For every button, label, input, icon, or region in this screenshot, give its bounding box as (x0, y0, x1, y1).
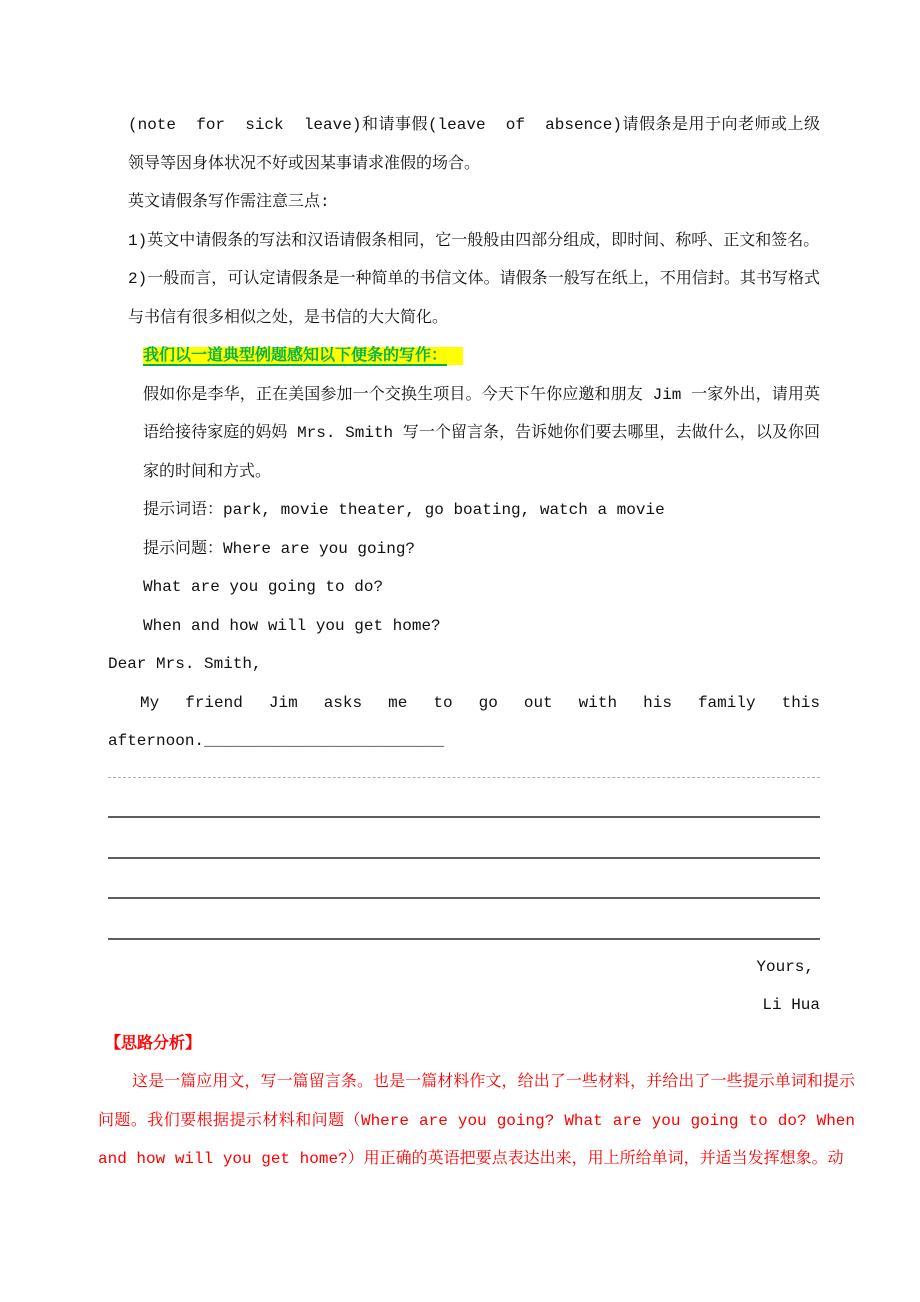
note-continuation-row (108, 722, 820, 761)
answer-line[interactable] (108, 818, 820, 859)
hint-words-line: 提示词语：park, movie theater, go boating, watch a movie (143, 501, 665, 519)
note-closing: Yours, (756, 957, 814, 976)
hint-question-line-3: When and how will you get home? (143, 616, 441, 635)
answer-line[interactable] (108, 899, 820, 940)
note-opening-line: My friend Jim asks me to go out with his family this (140, 693, 820, 712)
note-continuation-word: afternoon. (108, 732, 205, 750)
paragraph-task-prompt: 假如你是李华，正在美国参加一个交换生项目。今天下午你应邀和朋友 Jim 一家外出，请用英语给接待家庭的妈妈 Mrs. Smith 写一个留言条，告诉她你们要去哪里，去做什么，以及你回家的时间和方式。 (143, 385, 820, 481)
answer-line[interactable] (108, 859, 820, 900)
paragraph-intro: (note for sick leave)和请事假(leave of absence)请假条是用于向老师或上级领导等因身体状况不好或因某事请求准假的场合。 (128, 116, 820, 173)
analysis-heading: 【思路分析】 (105, 1034, 202, 1053)
paragraph-point-1: 1)英文中请假条的写法和汉语请假条相同，它一般般由四部分组成，即时间、称呼、正文和签名。 (128, 231, 820, 250)
answer-line[interactable] (108, 778, 820, 819)
analysis-paragraph: 这是一篇应用文，写一篇留言条。也是一篇材料作文，给出了一些材料，并给出了一些提示单词和提示问题。我们要根据提示材料和问题（Where are you going? What are you going to do? When and how will you get home?）用正确的英语把要点表达出来，用上所给单词，并适当发挥想象。动 (98, 1073, 855, 1168)
highlighted-heading: 我们以一道典型例题感知以下便条的写作： (143, 347, 463, 365)
answer-line[interactable] (108, 761, 820, 778)
note-salutation: Dear Mrs. Smith, (108, 655, 262, 673)
paragraph-three-points: 英文请假条写作需注意三点: (128, 193, 330, 211)
inline-answer-blank[interactable]: _________________________ (204, 732, 445, 750)
note-signature: Li Hua (762, 996, 820, 1014)
highlighted-heading-row (143, 337, 820, 376)
paragraph-point-2: 2)一般而言，可认定请假条是一种简单的书信文体。请假条一般写在纸上，不用信封。其书写格式与书信有很多相似之处，是书信的大大简化。 (128, 270, 820, 327)
answer-lines-block (108, 761, 820, 940)
hint-question-line-1: 提示问题：Where are you going? (143, 539, 416, 558)
hint-question-line-2: What are you going to do? (143, 578, 384, 596)
